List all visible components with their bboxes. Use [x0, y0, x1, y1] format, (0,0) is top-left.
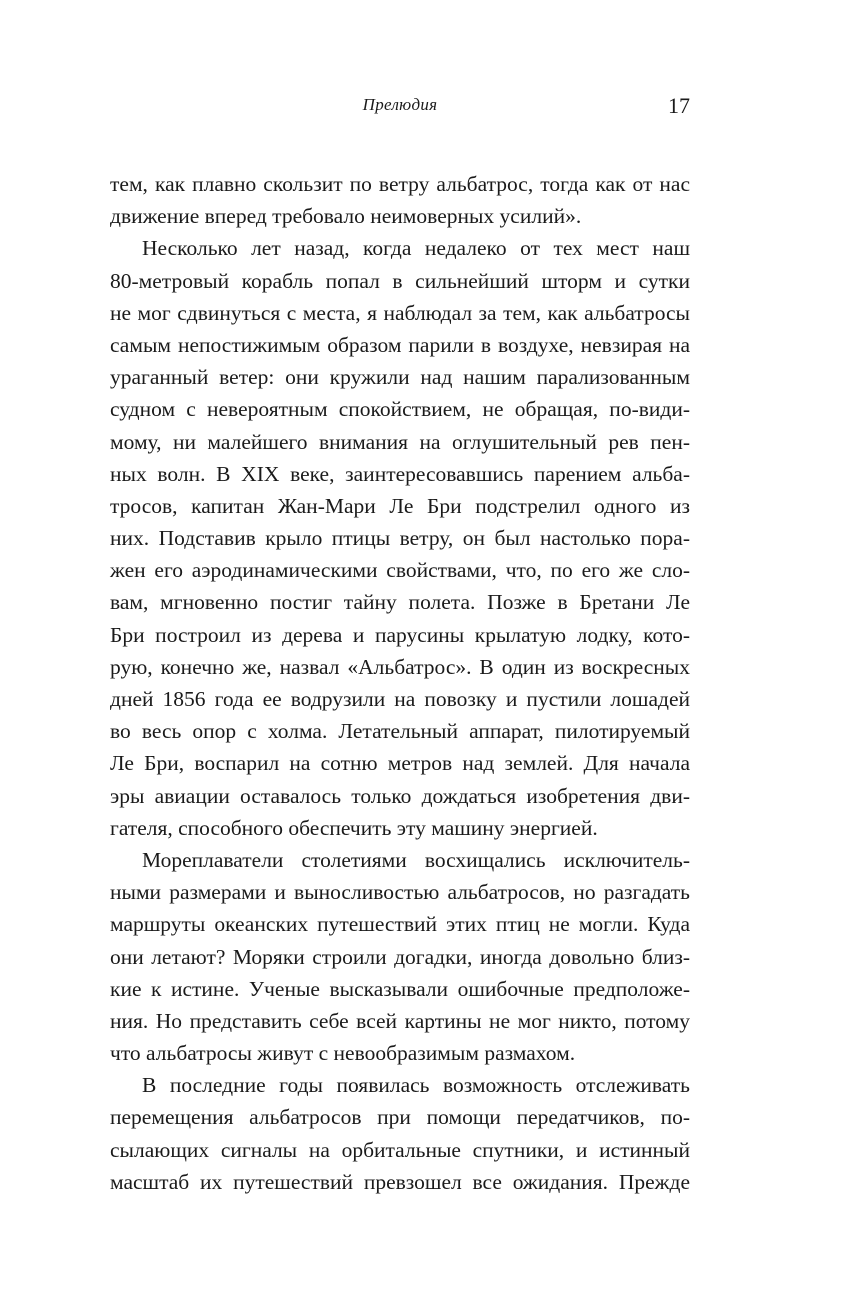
text-line: тросов, капитан Жан-Мари Ле Бри подстрелил одного из: [110, 493, 690, 518]
body-text: [110, 168, 690, 1198]
text-line: они летают? Моряки строили догадки, иногда довольно близ-: [110, 944, 690, 969]
text-line: мому, ни малейшего внимания на оглушительный рев пен-: [110, 429, 690, 454]
text-line: ными размерами и выносливостью альбатросов, но разгадать: [110, 880, 690, 905]
text-line: дней 1856 года ее водрузили на повозку и пустили лошадей: [110, 687, 690, 711]
text-line: Мореплаватели столетиями восхищались исключитель-: [142, 847, 690, 872]
text-line: 80-метровый корабль попал в сильнейший шторм и сутки: [110, 268, 690, 293]
text-line: тем, как плавно скользит по ветру альбатрос, тогда как от нас: [110, 172, 690, 196]
paragraph: [110, 844, 690, 1069]
running-head: [110, 93, 690, 123]
text-line: самым непостижимым образом парили в воздухе, невзирая на: [110, 332, 690, 357]
text-line: ураганный ветер: они кружили над нашим парализованным: [110, 365, 690, 390]
text-line: не мог сдвинуться с места, я наблюдал за тем, как альбатросы: [110, 300, 690, 325]
text-line: маршруты океанских путешествий этих птиц не могли. Куда: [110, 912, 690, 937]
text-line: вам, мгновенно постиг тайну полета. Позже в Бретани Ле: [110, 590, 690, 615]
text-line: ния. Но представить себе всей картины не мог никто, потому: [110, 1008, 690, 1033]
text-line: Бри построил из дерева и парусины крылатую лодку, кото-: [110, 622, 690, 647]
text-line: жен его аэродинамическими свойствами, что, по его же сло-: [110, 558, 690, 583]
text-line: Ле Бри, воспарил на сотню метров над землей. Для начала: [110, 751, 690, 776]
text-line: В последние годы появилась возможность отслеживать: [142, 1073, 690, 1098]
text-line: масштаб их путешествий превзошел все ожидания. Прежде: [110, 1169, 690, 1194]
text-line: судном с невероятным спокойствием, не обращая, по-види-: [110, 397, 690, 422]
paragraph: [110, 1069, 690, 1198]
chapter-title: Прелюдия: [362, 95, 438, 114]
text-line: рую, конечно же, назвал «Альбатрос». В один из воскресных: [110, 654, 690, 679]
text-line: ных волн. В XIX веке, заинтересовавшись парением альба-: [110, 461, 690, 486]
text-line: движение вперед требовало неимоверных усилий».: [110, 204, 582, 229]
paragraph: [110, 168, 690, 232]
text-line: сылающих сигналы на орбитальные спутники, и истинный: [110, 1137, 690, 1162]
text-line: них. Подставив крыло птицы ветру, он был настолько пора-: [110, 526, 690, 551]
text-line: перемещения альбатросов при помощи передатчиков, по-: [110, 1105, 690, 1130]
paragraph: [110, 232, 690, 844]
text-line: что альбатросы живут с невообразимым размахом.: [110, 1041, 576, 1066]
text-line: эры авиации оставалось только дождаться изобретения дви-: [110, 783, 690, 808]
text-line: гателя, способного обеспечить эту машину энергией.: [110, 815, 598, 840]
text-line: во весь опор с холма. Летательный аппарат, пилотируемый: [110, 719, 690, 744]
page-number: 17: [668, 93, 690, 118]
text-line: Несколько лет назад, когда недалеко от тех мест наш: [142, 236, 690, 261]
text-line: кие к истине. Ученые высказывали ошибочные предположе-: [110, 976, 690, 1001]
